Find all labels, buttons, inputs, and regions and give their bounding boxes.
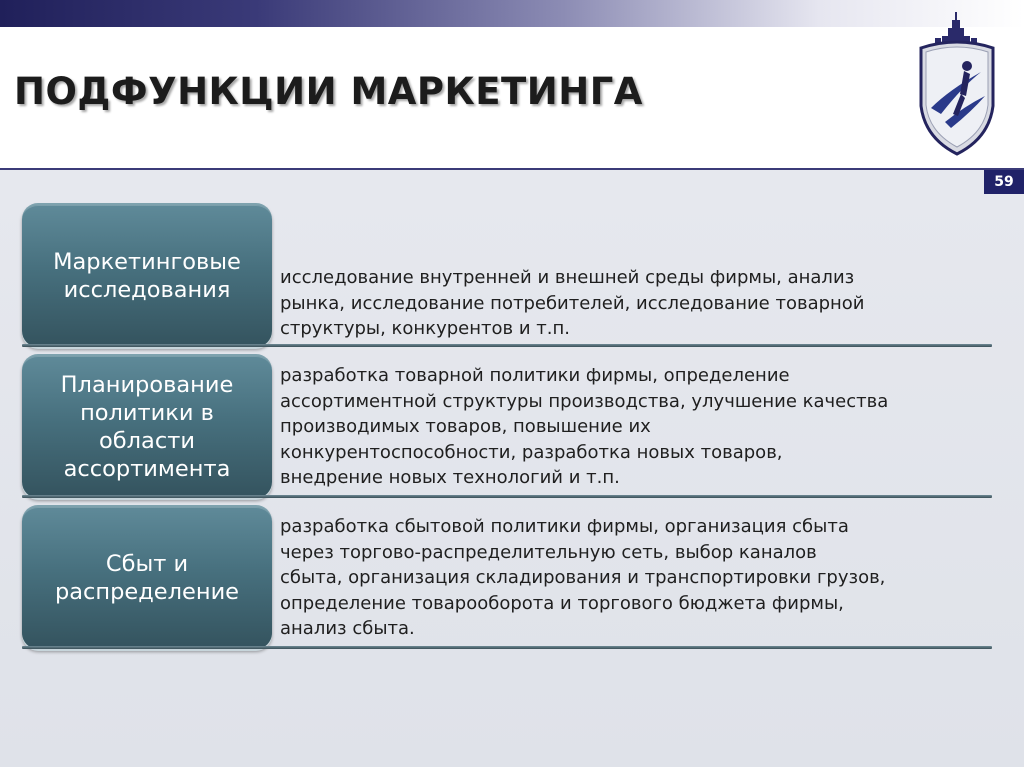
subfunction-label: Сбыт и распределение	[54, 551, 240, 605]
row-divider-line	[22, 646, 992, 649]
subfunction-label-box	[22, 203, 272, 347]
subfunction-row-distribution	[20, 505, 992, 653]
subfunction-label: Планирование политики в области ассортимента	[60, 372, 234, 482]
subfunction-label-box	[22, 354, 272, 498]
subfunction-label-box	[22, 505, 272, 649]
row-divider-line	[22, 495, 992, 498]
university-shield-logo-icon	[915, 10, 999, 156]
slide-number-badge: 59	[984, 170, 1024, 194]
subfunction-description	[280, 363, 992, 491]
page-title: ПОДФУНКЦИИ МАРКЕТИНГА	[14, 70, 643, 113]
subfunction-description	[280, 265, 992, 342]
subfunction-description-text: исследование внутренней и внешней среды фирмы, анализ рынка, исследование потребителей, исследование товарной структуры, конкурентов и т.п.	[280, 267, 865, 339]
subfunction-description-text: разработка сбытовой политики фирмы, организация сбыта через торгово-распределительную сеть, выбор каналов сбыта, организация складирования и транспортировки грузов, определение товарооборота и торгового бюджета фирмы, анализ сбыта.	[280, 516, 886, 639]
header-band	[0, 0, 1024, 27]
subfunction-label: Маркетинговые исследования	[53, 249, 241, 303]
row-divider-line	[22, 344, 992, 347]
subfunction-row-research	[20, 203, 992, 351]
subfunction-row-assortment	[20, 354, 992, 502]
subfunction-description	[280, 514, 992, 642]
subfunction-description-text: разработка товарной политики фирмы, определение ассортиментной структуры производства, улучшение качества производимых товаров, повышение их конкурентоспособности, разработка новых товаров, внедрение новых технологий и т.п.	[280, 365, 889, 488]
